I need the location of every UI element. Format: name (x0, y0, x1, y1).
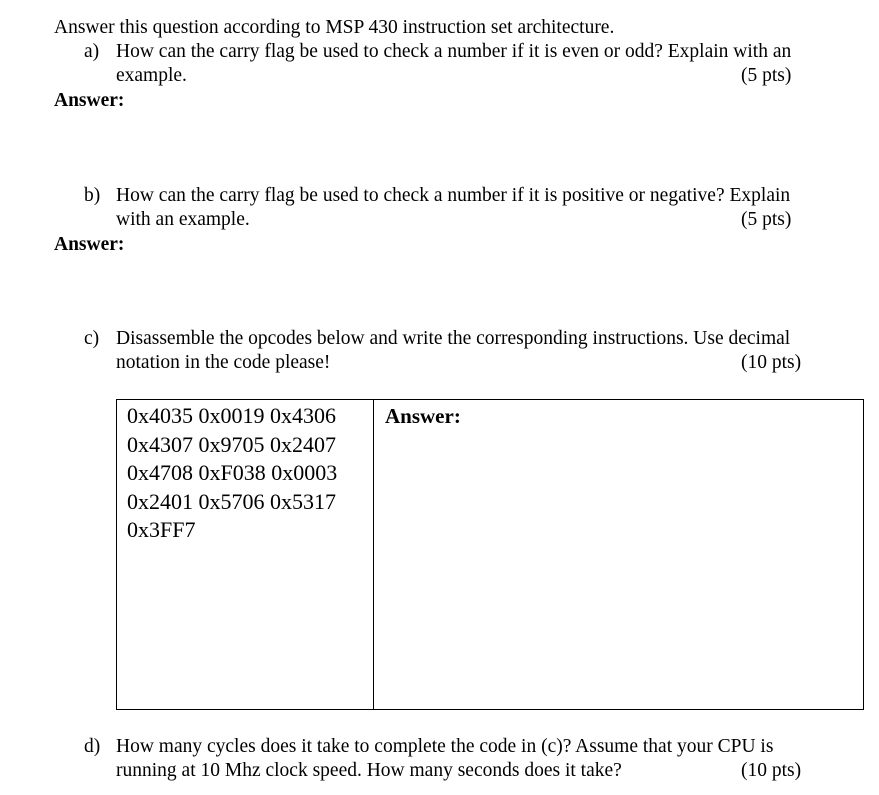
question-a-line1: How can the carry flag be used to check a number if it is even or odd? Explain with an (116, 41, 792, 62)
question-d-line1: How many cycles does it take to complete the code in (c)? Assume that your CPU is (116, 736, 774, 757)
question-d-marker: d) (84, 736, 101, 757)
question-b-line1: How can the carry flag be used to check a number if it is positive or negative? Explain (116, 185, 791, 206)
question-b-line2: with an example. (116, 209, 250, 230)
table-divider (373, 400, 374, 709)
question-c-points: (10 pts) (741, 352, 802, 373)
question-d-line2: running at 10 Mhz clock speed. How many seconds does it take? (116, 760, 622, 781)
question-c-marker: c) (84, 328, 100, 349)
question-c-line2: notation in the code please! (116, 352, 331, 373)
opcode-line: 0x4708 0xF038 0x0003 (127, 460, 338, 485)
question-a-points: (5 pts) (741, 65, 792, 86)
answer-b-label: Answer: (54, 234, 125, 255)
question-a-line2: example. (116, 65, 187, 86)
question-b-marker: b) (84, 185, 101, 206)
opcode-line: 0x4035 0x0019 0x4306 (127, 403, 336, 428)
answer-c-label[interactable]: Answer: (385, 404, 461, 428)
opcode-list (127, 402, 337, 545)
opcode-table (116, 399, 864, 710)
question-c-line1: Disassemble the opcodes below and write the corresponding instructions. Use decimal (116, 328, 791, 349)
answer-a-label: Answer: (54, 90, 125, 111)
intro-text: Answer this question according to MSP 430 instruction set architecture. (54, 17, 615, 38)
question-a-marker: a) (84, 41, 100, 62)
question-d-points: (10 pts) (741, 760, 802, 781)
question-b-points: (5 pts) (741, 209, 792, 230)
opcode-line: 0x4307 0x9705 0x2407 (127, 431, 336, 457)
opcode-line: 0x2401 0x5706 0x5317 (127, 488, 336, 514)
opcode-line: 0x3FF7 (127, 517, 196, 542)
